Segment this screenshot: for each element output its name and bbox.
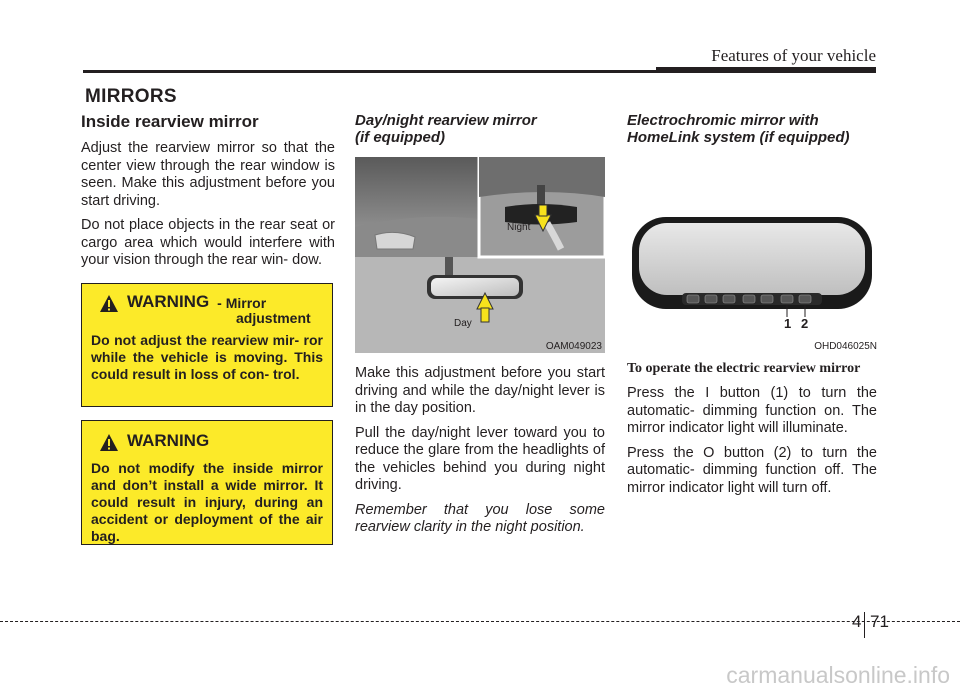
warning-word: WARNING — [127, 431, 210, 450]
electrochromic-mirror-image — [627, 157, 877, 353]
day-night-mirror-illustration — [355, 157, 605, 353]
day-night-body — [355, 365, 605, 544]
night-label: Night — [507, 222, 531, 233]
warning-text: Do not modify the inside mirror and don’t install a wide mirror. It could result in injury, during an accident or deployment of the air bag. — [91, 460, 323, 544]
column-day-night-mirror — [355, 112, 605, 154]
footer-rule — [0, 621, 960, 622]
warning-subject-line-2: adjustment — [236, 310, 311, 326]
warning-box-mirror-modification — [81, 420, 333, 545]
inside-rearview-para-2: Do not place objects in the rear seat or cargo area which would interfere with your vision through the rear win- dow. — [81, 217, 335, 268]
homelink-buttons — [687, 295, 811, 303]
warning-subject: - Mirror — [217, 295, 267, 311]
section-title: MIRRORS — [85, 86, 177, 107]
warning-word: WARNING — [127, 292, 210, 311]
column-inside-rearview-mirror — [81, 112, 335, 277]
warning-triangle-icon — [99, 433, 119, 452]
warning-text: Do not adjust the rearview mir- ror while the vehicle is moving. This could result in loss of con- trol. — [91, 332, 323, 382]
electrochromic-para-2: Press the O button (2) to turn the automatic- dimming function off. The mirror indicator light will turn off. — [627, 444, 877, 496]
warning-triangle-icon — [99, 294, 119, 313]
day-night-para-1: Make this adjustment before you start driving and while the day/night lever is in the day position. — [355, 365, 605, 416]
page-number-separator — [864, 612, 865, 638]
column-electrochromic-mirror — [627, 112, 877, 154]
electrochromic-heading-line-1: Electrochromic mirror with — [627, 112, 819, 129]
button-2-label: 2 — [801, 316, 809, 331]
electrochromic-para-1: Press the I button (1) to turn the automatic- dimming function on. The mirror indicator light will illuminate. — [627, 385, 877, 436]
day-night-heading — [355, 112, 605, 146]
photo-code: OAM049023 — [545, 341, 602, 352]
day-night-note: Remember that you lose some rearview clarity in the night position. — [355, 501, 605, 535]
inside-rearview-heading: Inside rearview mirror — [81, 112, 259, 131]
chapter-number: 4 — [852, 612, 862, 631]
warning-box-mirror-adjustment — [81, 283, 333, 407]
button-1-label: 1 — [784, 316, 792, 331]
electrochromic-body — [627, 358, 877, 504]
day-night-mirror-photo — [355, 157, 605, 353]
procedure-title: To operate the electric rearview mirror — [627, 361, 861, 376]
running-header: Features of your vehicle — [711, 46, 876, 65]
day-night-heading-line-1: Day/night rearview mirror — [355, 112, 537, 129]
electrochromic-heading-line-2: HomeLink system (if equipped) — [627, 129, 850, 146]
electrochromic-mirror-illustration — [627, 157, 877, 353]
electrochromic-heading — [627, 112, 877, 146]
day-label: Day — [454, 318, 472, 329]
watermark: carmanualsonline.info — [726, 662, 950, 688]
header-rule-accent — [656, 67, 876, 73]
image-code: OHD046025N — [814, 341, 877, 352]
page-number: 71 — [870, 612, 889, 631]
day-night-heading-line-2: (if equipped) — [355, 129, 445, 146]
day-night-para-2: Pull the day/night lever toward you to reduce the glare from the headlights of the vehicles behind you during night driving. — [355, 424, 605, 493]
inside-rearview-para-1: Adjust the rearview mirror so that the center view through the rear window is seen. Make this adjustment before you start driving. — [81, 140, 335, 209]
